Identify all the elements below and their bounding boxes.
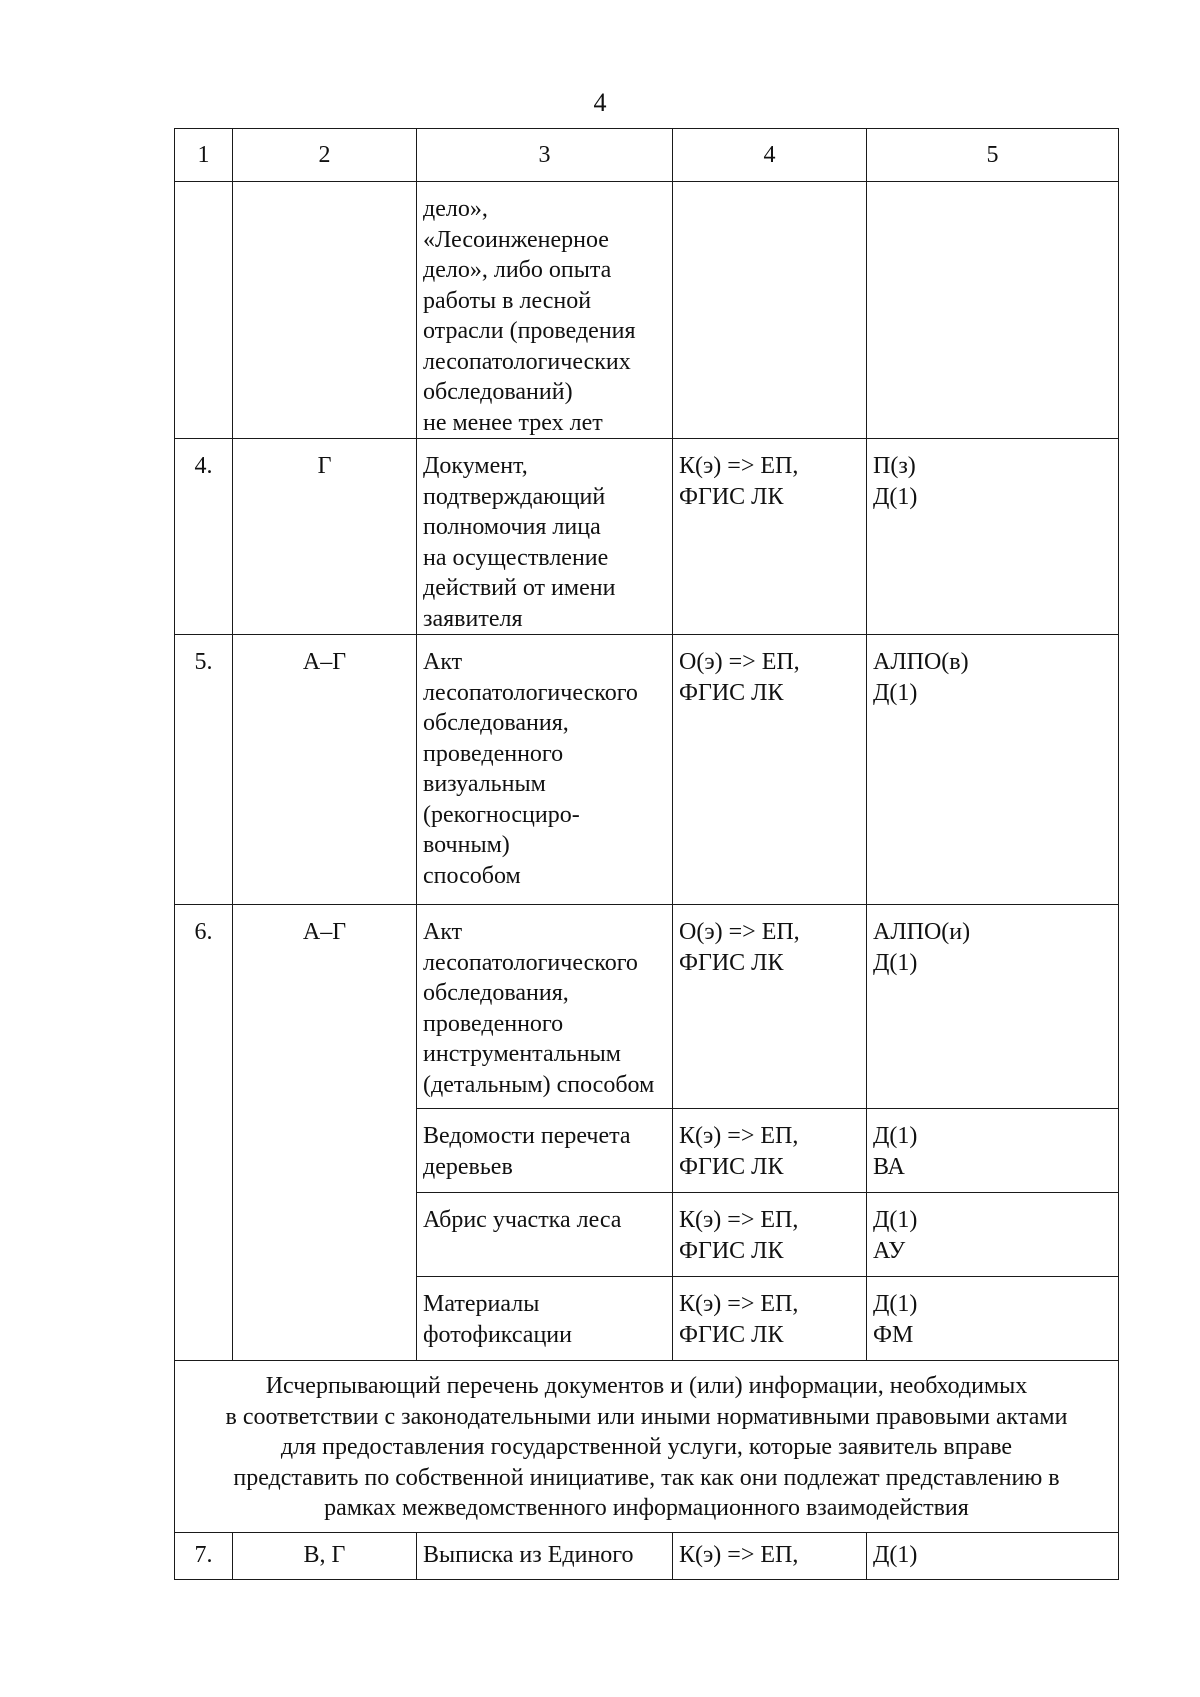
table-row — [175, 1532, 1119, 1579]
method-cell: К(э) => ЕП, ФГИС ЛК — [673, 1193, 867, 1277]
documents-table — [174, 128, 1119, 1580]
code-cell — [867, 182, 1119, 439]
table-row-continuation — [175, 182, 1119, 439]
document-cell: Акт лесопатологического обследования, проведенного инструментальным (детальным) способом — [417, 905, 673, 1109]
row-number-cell — [175, 182, 233, 439]
method-cell: К(э) => ЕП, — [673, 1532, 867, 1579]
document-cell: Выписка из Единого — [417, 1532, 673, 1579]
section-heading: Исчерпывающий перечень документов и (или) информации, необходимых в соответствии с законодательными или иными нормативными правовыми актами для предоставления государственной услуги, которые заявитель вправе представить по собственной инициативе, так как они подлежат представлению в рамках межведомственного информационного взаимодействия — [175, 1361, 1119, 1533]
table-row — [175, 439, 1119, 635]
document-cell: Документ, подтверждающий полномочия лица на осуществление действий от имени заявителя — [417, 439, 673, 635]
code-cell: Д(1) АУ — [867, 1193, 1119, 1277]
method-cell: К(э) => ЕП, ФГИС ЛК — [673, 439, 867, 635]
header-cell-3: 3 — [417, 129, 673, 182]
method-cell — [673, 182, 867, 439]
row-number-cell: 6. — [175, 905, 233, 1361]
method-cell: О(э) => ЕП, ФГИС ЛК — [673, 905, 867, 1109]
code-cell: Д(1) — [867, 1532, 1119, 1579]
group-cell: А–Г — [233, 635, 417, 905]
code-cell: АЛПО(в) Д(1) — [867, 635, 1119, 905]
code-cell: П(з) Д(1) — [867, 439, 1119, 635]
table-header-row — [175, 129, 1119, 182]
page-number: 4 — [593, 88, 607, 117]
row-number-cell: 7. — [175, 1532, 233, 1579]
header-cell-5: 5 — [867, 129, 1119, 182]
method-cell: О(э) => ЕП, ФГИС ЛК — [673, 635, 867, 905]
document-cell: Акт лесопатологического обследования, проведенного визуальным (рекогносциро- вочным) способом — [417, 635, 673, 905]
document-cell: Материалы фотофиксации — [417, 1277, 673, 1361]
method-cell: К(э) => ЕП, ФГИС ЛК — [673, 1109, 867, 1193]
row-number-cell: 4. — [175, 439, 233, 635]
code-cell: Д(1) ФМ — [867, 1277, 1119, 1361]
code-cell: Д(1) ВА — [867, 1109, 1119, 1193]
section-heading-row — [175, 1361, 1119, 1533]
table-row — [175, 905, 1119, 1109]
group-cell — [233, 182, 417, 439]
row-number-cell: 5. — [175, 635, 233, 905]
document-cell: дело», «Лесоинженерное дело», либо опыта работы в лесной отрасли (проведения лесопатологических обследований) не менее трех лет — [417, 182, 673, 439]
header-cell-1: 1 — [175, 129, 233, 182]
document-cell: Абрис участка леса — [417, 1193, 673, 1277]
table-row — [175, 635, 1119, 905]
header-cell-4: 4 — [673, 129, 867, 182]
group-cell: В, Г — [233, 1532, 417, 1579]
header-cell-2: 2 — [233, 129, 417, 182]
code-cell: АЛПО(и) Д(1) — [867, 905, 1119, 1109]
document-cell: Ведомости перечета деревьев — [417, 1109, 673, 1193]
group-cell: Г — [233, 439, 417, 635]
method-cell: К(э) => ЕП, ФГИС ЛК — [673, 1277, 867, 1361]
group-cell: А–Г — [233, 905, 417, 1361]
